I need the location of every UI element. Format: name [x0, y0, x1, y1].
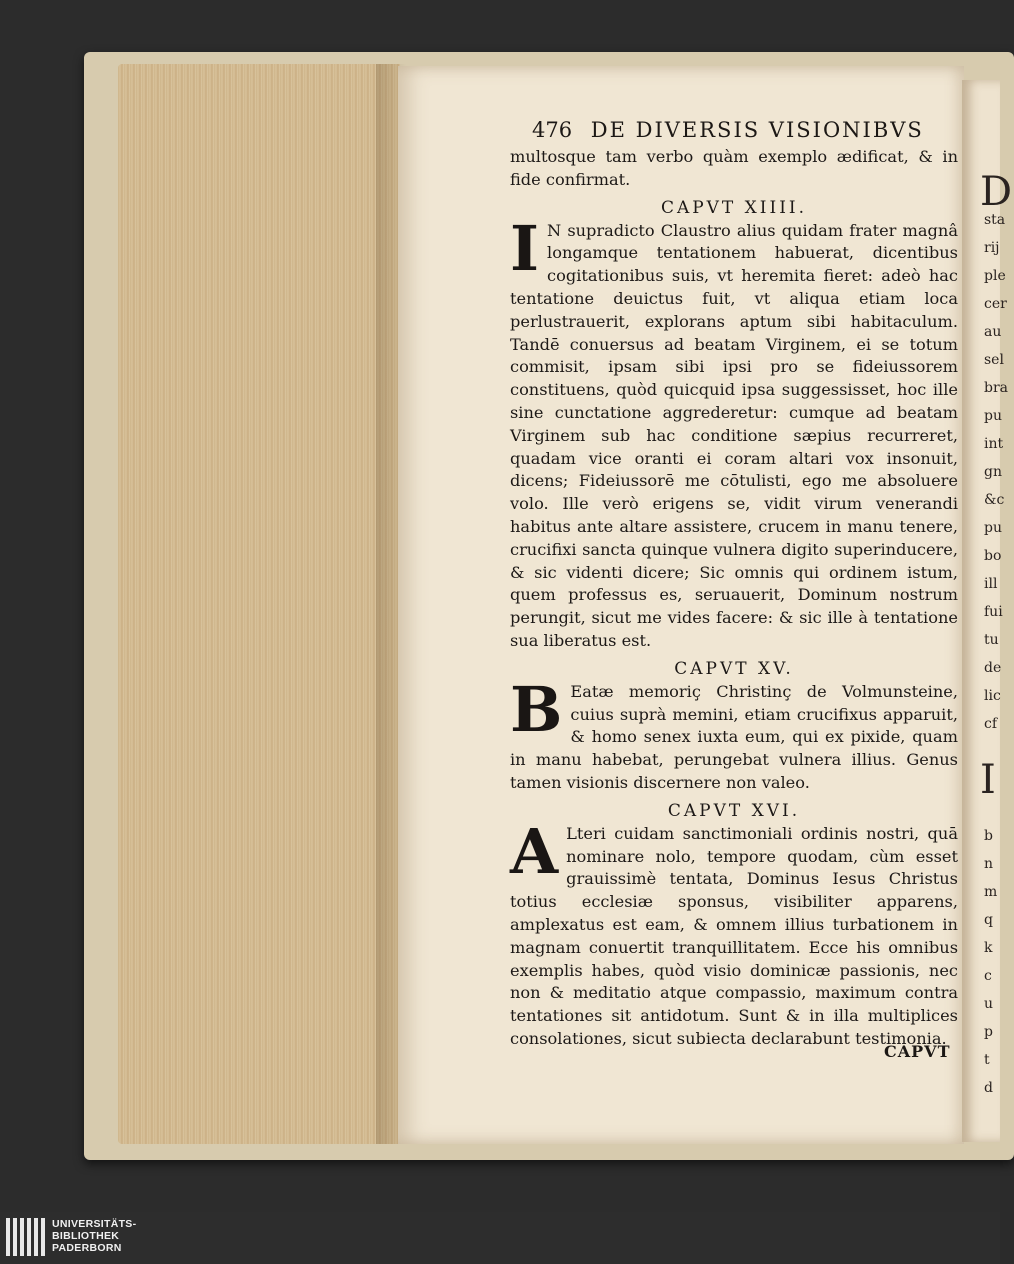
chapter-16-paragraph [510, 814, 958, 1051]
right-page-text-fragment: rij [984, 240, 1000, 256]
library-logo-icon [6, 1218, 46, 1258]
right-page-text-fragment: D [980, 169, 1013, 215]
intro-line-2: fide confirmat. [510, 169, 631, 189]
drop-cap-initial: A [510, 814, 559, 888]
right-page-text-fragment: lic [984, 688, 1001, 704]
right-page-text-fragment: gn [984, 464, 1002, 480]
chapter-16-text: Lteri cuidam sanctimoniali ordinis nostri, quā nominare nolo, tempore quodam, cùm esset grauissimè tentata, Dominus Iesus Christus totius ecclesiæ sponsus, visibiliter apparens, amplexatus est eam, & omnem illius turbationem in magnam conuertit tranquillitatem. Ecce his omnibus exemplis habes, quòd visio dominicæ passionis, nec non & meditatio atque compassio, maximum contra tentationes sit antidotum. Sunt & in illa multiplices consolationes, sicut subiecta declarabunt testimonia. [510, 823, 958, 1048]
library-name-line-3: PADERBORN [52, 1242, 122, 1254]
right-page-text-fragment: b [984, 828, 993, 844]
right-page-text-fragment: cf [984, 716, 998, 732]
right-page-text-fragment: bra [984, 380, 1009, 396]
chapter-heading-16: CAPVT XVI. [667, 800, 801, 821]
right-page-text-fragment: ple [984, 268, 1006, 284]
right-page-text-fragment: I [980, 757, 996, 803]
running-title: DE DIVERSIS VISIONIBVS [590, 118, 924, 142]
right-page-text-fragment: n [984, 856, 994, 872]
chapter-15-paragraph [510, 672, 958, 795]
right-page-text-fragment: tu [984, 632, 999, 648]
right-page-fragment [962, 80, 1013, 1142]
drop-cap-initial: B [510, 672, 563, 746]
page-edges [118, 64, 400, 1144]
right-page-text-fragment: t [984, 1052, 990, 1068]
right-page-text-fragment: &c [984, 492, 1005, 508]
right-page-text-fragment: de [984, 660, 1002, 676]
chapter-14-paragraph [510, 211, 958, 653]
chapter-14-text: N supradicto Claustro alius quidam frater magnâ longamque tentationem habuerat, dicentibus cogitationibus suis, vt heremita fieret: adeò hac tentatione deuictus fuit, vt aliqua etiam loca perlustrauerit, explorans aptum sibi habitaculum. Tandē conuersus ad beatam Virginem, ei se totum commisit, ipsam sibi ipsi pro se fideiussorem constituens, quòd quicquid ipsa suggessisset, hoc ille sine cunctatione aggrederetur: cumque ad beatam Virginem sub hac conditione sæpius recurreret, quadam vice oranti ei coram altari vox insonuit, dicens; Fideiussorē me cōtulisti, ego me absoluere volo. Ille verò erigens se, vidit virum venerandi habitus ante altare assistere, crucem in manu tenere, crucifixi sancta quinque vulnera digito superinducere, & sic videnti dicere; Sic omnis qui ordinem istum, quem professus es, seruauerit, Dominum nostrum perungit, sicut me vides facere: & sic ille à tentatione sua liberatus est. [510, 220, 958, 650]
right-page-text-fragment: au [984, 324, 1002, 340]
right-page-text-fragment: m [984, 884, 998, 900]
right-page-text-fragment: pu [984, 520, 1002, 536]
running-head [532, 118, 962, 142]
right-page-text-fragment: ill [984, 576, 998, 592]
right-page-text-fragment: sel [984, 352, 1004, 368]
library-name-line-1: UNIVERSITÄTS- [52, 1218, 137, 1230]
right-page-text-fragment: fui [984, 604, 1003, 620]
page-number: 476 [532, 118, 573, 142]
chapter-heading-14: CAPVT XIIII. [660, 197, 808, 218]
right-page-text-fragment: cer [984, 296, 1007, 312]
catchword: CAPVT [884, 1042, 951, 1061]
library-name [52, 1218, 136, 1254]
right-page-text-fragment: c [984, 968, 992, 984]
intro-text [510, 146, 958, 192]
right-page-text-fragment: int [984, 436, 1004, 452]
right-page-text-fragment: bo [984, 548, 1002, 564]
footer-bar [0, 1212, 1000, 1264]
right-page-text-fragment: q [984, 912, 993, 928]
text-block [510, 146, 958, 1051]
library-name-line-2: BIBLIOTHEK [52, 1230, 120, 1242]
right-page-text-fragment: p [984, 1024, 993, 1040]
chapter-heading-15: CAPVT XV. [674, 658, 794, 679]
intro-line-1: multosque tam verbo quàm exemplo ædificat, & in [510, 147, 958, 166]
right-page-text-fragment: sta [984, 212, 1006, 228]
drop-cap-initial: I [510, 211, 540, 285]
right-page-text-fragment: u [984, 996, 994, 1012]
right-page-text-fragment: pu [984, 408, 1002, 424]
right-page-text-fragment: k [984, 940, 993, 956]
right-page-text-fragment: d [984, 1080, 993, 1096]
chapter-15-text: Eatæ memoriç Christinç de Volmunsteine, cuius suprà memini, etiam crucifixus apparuit, & homo senex iuxta eum, qui ex pixide, quam in manu habebat, perungebat vulnera illius. Genus tamen visionis discernere non valeo. [510, 681, 958, 792]
